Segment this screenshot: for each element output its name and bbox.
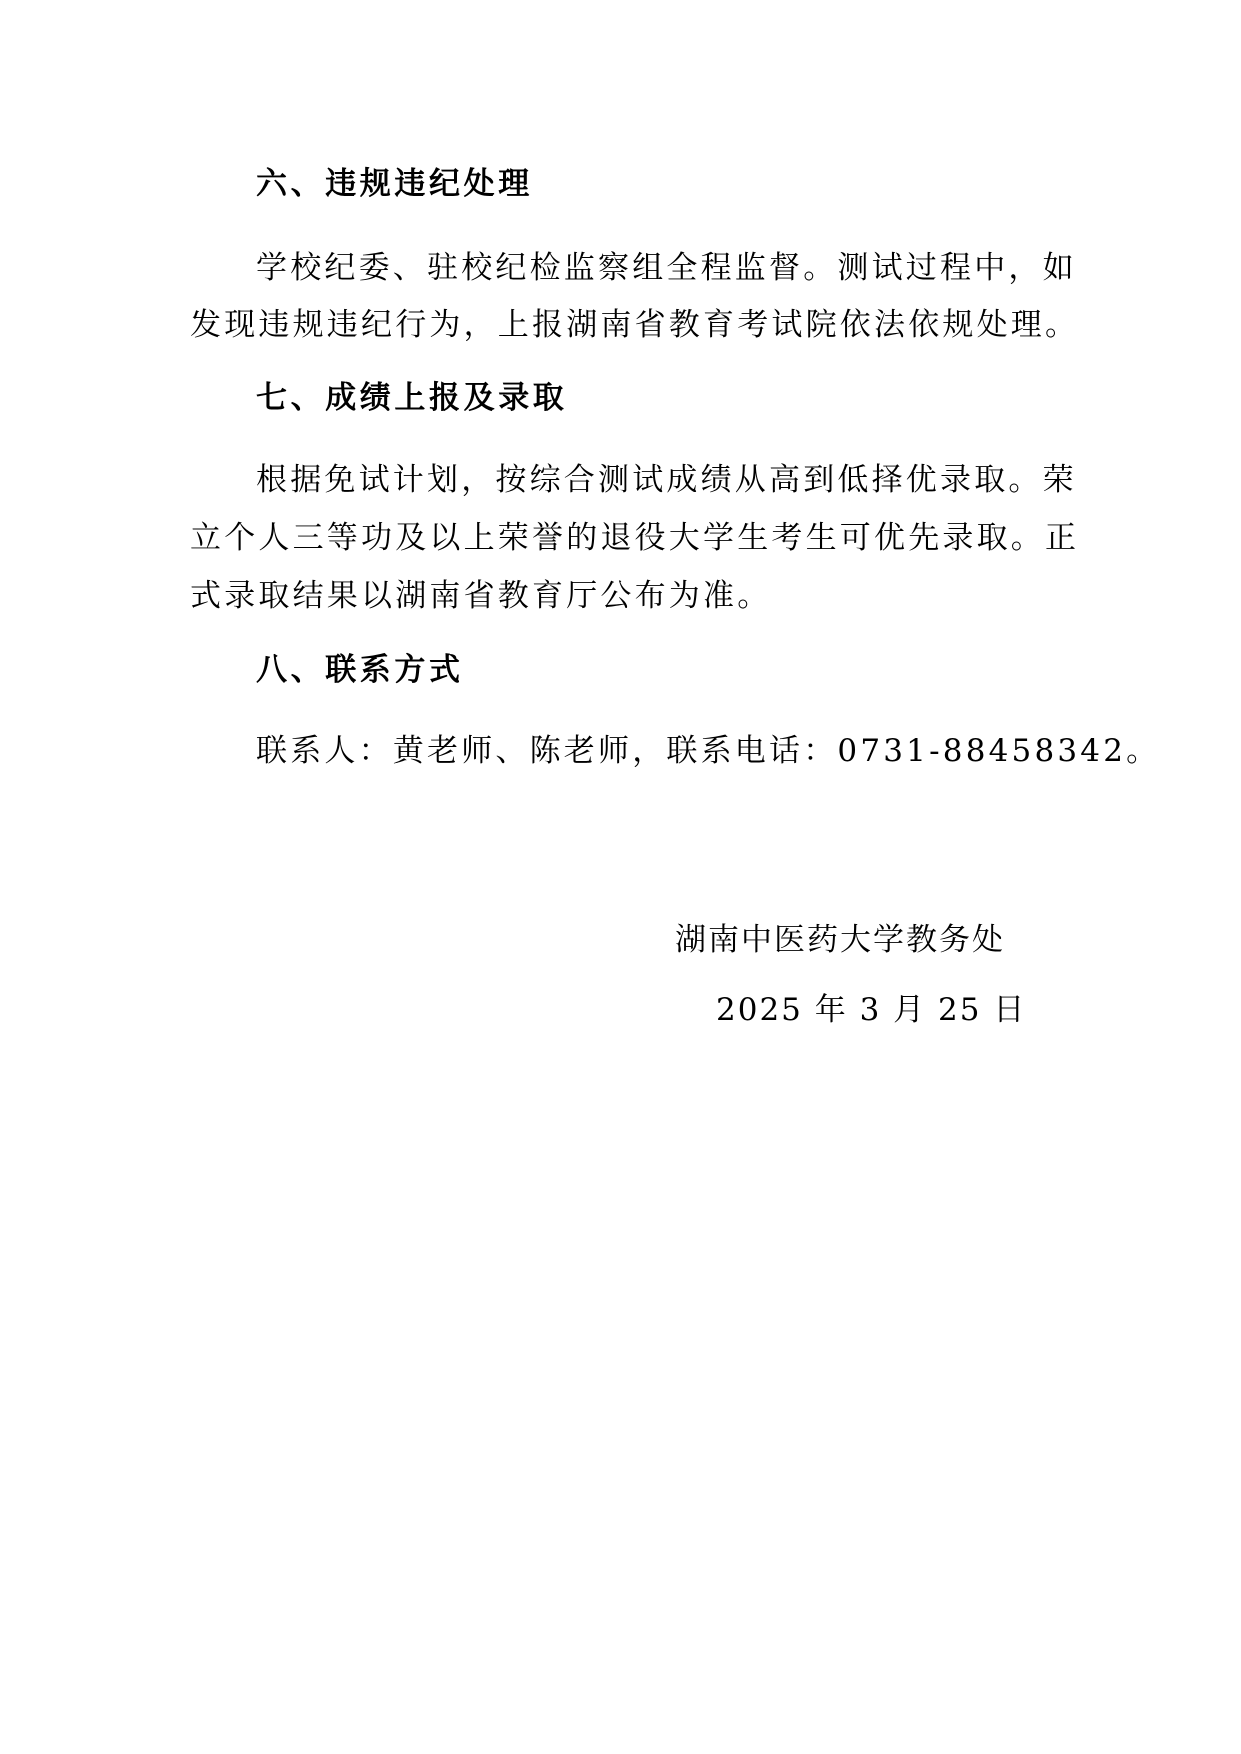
section-6-line-2: 发现违规违纪行为，上报湖南省教育考试院依法依规处理。: [190, 307, 1080, 343]
section-6-line-1: 学校纪委、驻校纪检监察组全程监督。测试过程中，如: [256, 250, 1077, 286]
section-7-line-3: 式录取结果以湖南省教育厅公布为准。: [190, 578, 772, 614]
signature-date: 2025 年 3 月 25 日: [716, 992, 1027, 1028]
section-8-heading: 八、联系方式: [256, 652, 464, 688]
section-8-line-1: 联系人：黄老师、陈老师，联系电话：0731-88458342。: [256, 733, 1161, 769]
section-6-heading: 六、违规违纪处理: [256, 166, 533, 202]
section-7-heading: 七、成绩上报及录取: [256, 380, 568, 416]
signature-organization: 湖南中医药大学教务处: [675, 922, 1005, 958]
section-7-line-2: 立个人三等功及以上荣誉的退役大学生考生可优先录取。正: [190, 520, 1080, 556]
section-7-line-1: 根据免试计划，按综合测试成绩从高到低择优录取。荣: [256, 462, 1077, 498]
